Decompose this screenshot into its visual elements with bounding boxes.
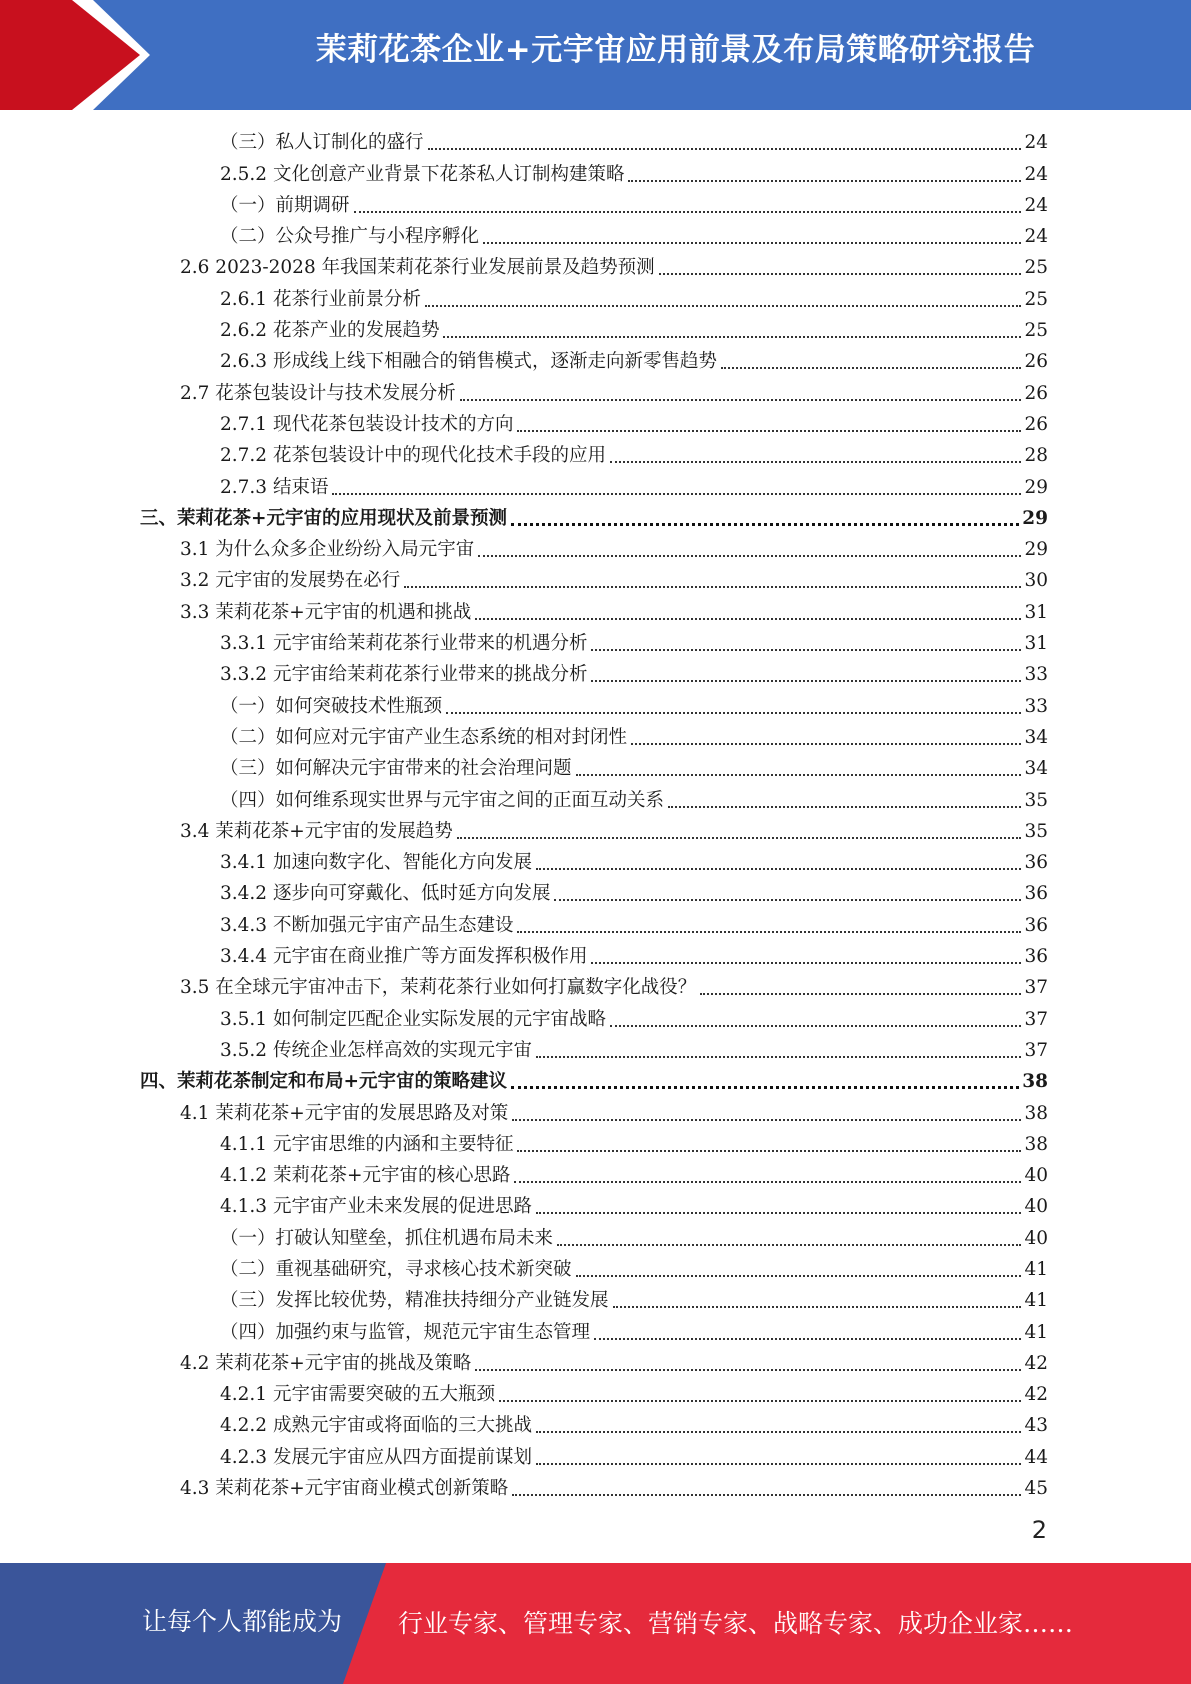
- header-chevron-icon: [0, 0, 140, 110]
- toc-entry-label: 4.2.1 元宇宙需要突破的五大瓶颈: [220, 1384, 495, 1406]
- toc-dot-leader: [514, 1181, 1021, 1183]
- toc-dot-leader: [594, 1338, 1021, 1340]
- toc-entry-label: 3.4.1 加速向数字化、智能化方向发展: [220, 852, 532, 874]
- toc-entry[interactable]: [140, 847, 1048, 878]
- toc-dot-leader: [591, 680, 1021, 682]
- toc-entry[interactable]: [140, 346, 1048, 377]
- table-of-contents: [140, 127, 1048, 1504]
- toc-entry-page: 36: [1024, 946, 1048, 968]
- toc-dot-leader: [354, 211, 1022, 213]
- toc-entry-page: 24: [1024, 194, 1048, 216]
- toc-entry-page: 28: [1024, 445, 1048, 467]
- toc-dot-leader: [517, 1150, 1021, 1152]
- toc-entry-page: 26: [1024, 382, 1048, 404]
- toc-entry[interactable]: [140, 1316, 1048, 1347]
- toc-entry-label: 2.6.2 花茶产业的发展趋势: [220, 320, 440, 342]
- toc-dot-leader: [425, 305, 1021, 307]
- toc-entry-page: 26: [1024, 351, 1048, 373]
- toc-entry[interactable]: [140, 1097, 1048, 1128]
- toc-entry[interactable]: [140, 221, 1048, 252]
- toc-entry-page: 29: [1024, 476, 1048, 498]
- toc-dot-leader: [511, 523, 1019, 526]
- toc-entry[interactable]: [140, 1222, 1048, 1253]
- toc-entry-page: 33: [1024, 695, 1048, 717]
- toc-entry-label: 2.7.3 结束语: [220, 476, 329, 498]
- toc-entry-page: 34: [1024, 726, 1048, 748]
- toc-dot-leader: [460, 399, 1022, 401]
- toc-entry-label: 2.5.2 文化创意产业背景下花茶私人订制构建策略: [220, 163, 625, 185]
- toc-dot-leader: [610, 1025, 1021, 1027]
- toc-dot-leader: [668, 806, 1021, 808]
- toc-entry[interactable]: [140, 596, 1048, 627]
- toc-dot-leader: [332, 493, 1021, 495]
- toc-entry-page: 37: [1024, 977, 1048, 999]
- toc-entry-page: 41: [1024, 1321, 1048, 1343]
- toc-entry[interactable]: [140, 409, 1048, 440]
- toc-entry-label: 四、茉莉花茶制定和布局+元宇宙的策略建议: [140, 1071, 508, 1093]
- toc-entry-label: 4.1.2 茉莉花茶+元宇宙的核心思路: [220, 1165, 511, 1187]
- toc-dot-leader: [511, 1086, 1019, 1089]
- toc-entry[interactable]: [140, 1160, 1048, 1191]
- toc-entry-page: 44: [1024, 1446, 1048, 1468]
- toc-dot-leader: [700, 993, 1021, 995]
- toc-dot-leader: [628, 180, 1021, 182]
- toc-entry-label: 4.3 茉莉花茶+元宇宙商业模式创新策略: [180, 1478, 509, 1500]
- toc-entry-page: 24: [1024, 163, 1048, 185]
- toc-entry-page: 25: [1024, 320, 1048, 342]
- toc-entry-label: 2.7 花茶包装设计与技术发展分析: [180, 382, 456, 404]
- toc-entry-page: 29: [1024, 539, 1048, 561]
- footer-slogan-left: 让每个人都能成为: [142, 1607, 343, 1636]
- toc-entry-page: 42: [1024, 1384, 1048, 1406]
- toc-entry-label: 2.6.3 形成线上线下相融合的销售模式，逐渐走向新零售趋势: [220, 351, 717, 373]
- toc-entry[interactable]: [140, 1348, 1048, 1379]
- toc-entry-label: 4.2.2 成熟元宇宙或将面临的三大挑战: [220, 1415, 532, 1437]
- toc-entry-label: 3.3.2 元宇宙给茉莉花茶行业带来的挑战分析: [220, 664, 588, 686]
- toc-entry[interactable]: [140, 972, 1048, 1003]
- toc-entry-label: 3.5 在全球元宇宙冲击下，茉莉花茶行业如何打赢数字化战役？: [180, 977, 697, 999]
- toc-dot-leader: [404, 586, 1021, 588]
- toc-entry-page: 34: [1024, 758, 1048, 780]
- toc-entry[interactable]: [140, 1003, 1048, 1034]
- toc-dot-leader: [517, 430, 1021, 432]
- toc-entry-page: 33: [1024, 664, 1048, 686]
- toc-entry-label: （一）打破认知壁垒，抓住机遇布局未来: [220, 1227, 554, 1249]
- toc-entry-label: 3.3.1 元宇宙给茉莉花茶行业带来的机遇分析: [220, 633, 588, 655]
- toc-entry-page: 24: [1024, 226, 1048, 248]
- toc-dot-leader: [517, 931, 1021, 933]
- toc-entry-label: 3.4.4 元宇宙在商业推广等方面发挥积极作用: [220, 946, 588, 968]
- toc-entry[interactable]: [140, 1191, 1048, 1222]
- toc-entry-label: 3.4.3 不断加强元宇宙产品生态建设: [220, 914, 514, 936]
- toc-entry[interactable]: [140, 941, 1048, 972]
- toc-dot-leader: [576, 774, 1022, 776]
- toc-entry-label: （二）重视基础研究，寻求核心技术新突破: [220, 1258, 572, 1280]
- toc-entry-page: 25: [1024, 257, 1048, 279]
- toc-entry[interactable]: [140, 784, 1048, 815]
- toc-entry-page: 40: [1024, 1165, 1048, 1187]
- toc-entry-label: 3.4 茉莉花茶+元宇宙的发展趋势: [180, 820, 453, 842]
- toc-dot-leader: [613, 1306, 1022, 1308]
- toc-entry-label: 2.6.1 花茶行业前景分析: [220, 288, 421, 310]
- header-band: [0, 0, 1191, 110]
- page-number: 2: [1031, 1516, 1047, 1544]
- toc-dot-leader: [536, 1431, 1021, 1433]
- toc-entry[interactable]: [140, 283, 1048, 314]
- toc-dot-leader: [721, 367, 1021, 369]
- toc-entry-label: 2.6 2023-2028 年我国茉莉花茶行业发展前景及趋势预测: [180, 257, 655, 279]
- toc-entry-label: 三、茉莉花茶+元宇宙的应用现状及前景预测: [140, 507, 508, 529]
- toc-entry-page: 31: [1024, 601, 1048, 623]
- toc-entry-page: 35: [1024, 820, 1048, 842]
- toc-entry-label: （一）前期调研: [220, 194, 350, 216]
- toc-dot-leader: [557, 1244, 1021, 1246]
- toc-entry-page: 26: [1024, 413, 1048, 435]
- toc-entry-page: 38: [1024, 1102, 1048, 1124]
- toc-dot-leader: [610, 461, 1021, 463]
- toc-dot-leader: [591, 962, 1021, 964]
- toc-entry-page: 35: [1024, 789, 1048, 811]
- toc-entry-page: 45: [1024, 1478, 1048, 1500]
- toc-dot-leader: [591, 649, 1021, 651]
- footer-band: [0, 1563, 1191, 1684]
- toc-entry[interactable]: [140, 127, 1048, 158]
- toc-entry[interactable]: [140, 1129, 1048, 1160]
- toc-entry[interactable]: [140, 471, 1048, 502]
- toc-entry-label: 3.5.1 如何制定匹配企业实际发展的元宇宙战略: [220, 1008, 606, 1030]
- toc-dot-leader: [576, 1275, 1022, 1277]
- toc-dot-leader: [446, 712, 1021, 714]
- toc-dot-leader: [457, 837, 1022, 839]
- toc-dot-leader: [631, 743, 1021, 745]
- toc-entry-page: 37: [1024, 1008, 1048, 1030]
- toc-dot-leader: [499, 1400, 1021, 1402]
- toc-entry-page: 30: [1024, 570, 1048, 592]
- toc-entry-page: 25: [1024, 288, 1048, 310]
- report-title: 茉莉花茶企业+元宇宙应用前景及布局策略研究报告: [315, 32, 1036, 68]
- toc-entry-label: （二）公众号推广与小程序孵化: [220, 226, 480, 248]
- toc-entry[interactable]: [140, 628, 1048, 659]
- toc-entry[interactable]: [140, 909, 1048, 940]
- toc-entry-label: 4.1.1 元宇宙思维的内涵和主要特征: [220, 1133, 514, 1155]
- toc-entry[interactable]: [140, 878, 1048, 909]
- toc-dot-leader: [483, 242, 1021, 244]
- toc-entry[interactable]: [140, 1379, 1048, 1410]
- toc-entry[interactable]: [140, 1410, 1048, 1441]
- toc-entry[interactable]: [140, 252, 1048, 283]
- toc-entry[interactable]: [140, 534, 1048, 565]
- toc-entry-page: 38: [1022, 1071, 1048, 1093]
- toc-entry-page: 41: [1024, 1258, 1048, 1280]
- toc-entry-label: 3.3 茉莉花茶+元宇宙的机遇和挑战: [180, 601, 472, 623]
- toc-entry-page: 36: [1024, 883, 1048, 905]
- toc-dot-leader: [512, 1494, 1021, 1496]
- toc-dot-leader: [536, 1463, 1021, 1465]
- toc-entry-label: （四）如何维系现实世界与元宇宙之间的正面互动关系: [220, 789, 665, 811]
- toc-entry[interactable]: [140, 659, 1048, 690]
- toc-entry[interactable]: [140, 1473, 1048, 1504]
- toc-entry[interactable]: [140, 158, 1048, 189]
- toc-dot-leader: [475, 618, 1021, 620]
- toc-entry-page: 36: [1024, 914, 1048, 936]
- toc-entry-label: 3.4.2 逐步向可穿戴化、低时延方向发展: [220, 883, 551, 905]
- toc-dot-leader: [536, 1212, 1021, 1214]
- toc-entry-label: 3.5.2 传统企业怎样高效的实现元宇宙: [220, 1039, 532, 1061]
- toc-entry[interactable]: [140, 315, 1048, 346]
- toc-entry-page: 37: [1024, 1039, 1048, 1061]
- toc-entry[interactable]: [140, 753, 1048, 784]
- toc-entry-label: （一）如何突破技术性瓶颈: [220, 695, 443, 717]
- toc-entry-page: 24: [1024, 132, 1048, 154]
- toc-entry-label: （三）私人订制化的盛行: [220, 132, 424, 154]
- toc-entry-page: 29: [1022, 507, 1048, 529]
- toc-dot-leader: [536, 1056, 1021, 1058]
- toc-entry[interactable]: [140, 1035, 1048, 1066]
- toc-entry-label: 2.7.1 现代花茶包装设计技术的方向: [220, 413, 514, 435]
- toc-entry-label: （四）加强约束与监管，规范元宇宙生态管理: [220, 1321, 591, 1343]
- toc-entry[interactable]: [140, 816, 1048, 847]
- toc-entry-label: （三）发挥比较优势，精准扶持细分产业链发展: [220, 1290, 609, 1312]
- toc-entry-page: 41: [1024, 1290, 1048, 1312]
- toc-entry-page: 42: [1024, 1352, 1048, 1374]
- toc-dot-leader: [554, 899, 1021, 901]
- toc-entry[interactable]: [140, 1254, 1048, 1285]
- toc-entry-page: 31: [1024, 633, 1048, 655]
- toc-entry-label: （二）如何应对元宇宙产业生态系统的相对封闭性: [220, 726, 628, 748]
- footer-slogan-right: 行业专家、管理专家、营销专家、战略专家、成功企业家……: [398, 1609, 1074, 1638]
- toc-entry-label: 4.1.3 元宇宙产业未来发展的促进思路: [220, 1196, 532, 1218]
- toc-entry-page: 43: [1024, 1415, 1048, 1437]
- toc-entry-page: 40: [1024, 1227, 1048, 1249]
- toc-entry-page: 40: [1024, 1196, 1048, 1218]
- toc-entry[interactable]: [140, 565, 1048, 596]
- toc-dot-leader: [659, 273, 1022, 275]
- toc-dot-leader: [512, 1119, 1021, 1121]
- toc-entry[interactable]: [140, 1066, 1048, 1097]
- toc-entry-label: 4.1 茉莉花茶+元宇宙的发展思路及对策: [180, 1102, 509, 1124]
- toc-entry[interactable]: [140, 1285, 1048, 1316]
- toc-entry[interactable]: [140, 722, 1048, 753]
- toc-entry-label: 3.1 为什么众多企业纷纷入局元宇宙: [180, 539, 475, 561]
- toc-dot-leader: [443, 336, 1021, 338]
- toc-entry-label: 3.2 元宇宙的发展势在必行: [180, 570, 401, 592]
- toc-entry-label: 4.2 茉莉花茶+元宇宙的挑战及策略: [180, 1352, 472, 1374]
- toc-entry[interactable]: [140, 1441, 1048, 1472]
- toc-entry[interactable]: [140, 440, 1048, 471]
- toc-dot-leader: [475, 1369, 1021, 1371]
- toc-entry[interactable]: [140, 690, 1048, 721]
- toc-entry-label: 2.7.2 花茶包装设计中的现代化技术手段的应用: [220, 445, 606, 467]
- toc-entry-label: （三）如何解决元宇宙带来的社会治理问题: [220, 758, 572, 780]
- toc-dot-leader: [536, 868, 1021, 870]
- toc-entry[interactable]: [140, 190, 1048, 221]
- toc-dot-leader: [478, 555, 1021, 557]
- toc-entry-page: 38: [1024, 1133, 1048, 1155]
- toc-dot-leader: [428, 148, 1022, 150]
- toc-entry[interactable]: [140, 503, 1048, 534]
- toc-entry-label: 4.2.3 发展元宇宙应从四方面提前谋划: [220, 1446, 532, 1468]
- toc-entry-page: 36: [1024, 852, 1048, 874]
- toc-entry[interactable]: [140, 377, 1048, 408]
